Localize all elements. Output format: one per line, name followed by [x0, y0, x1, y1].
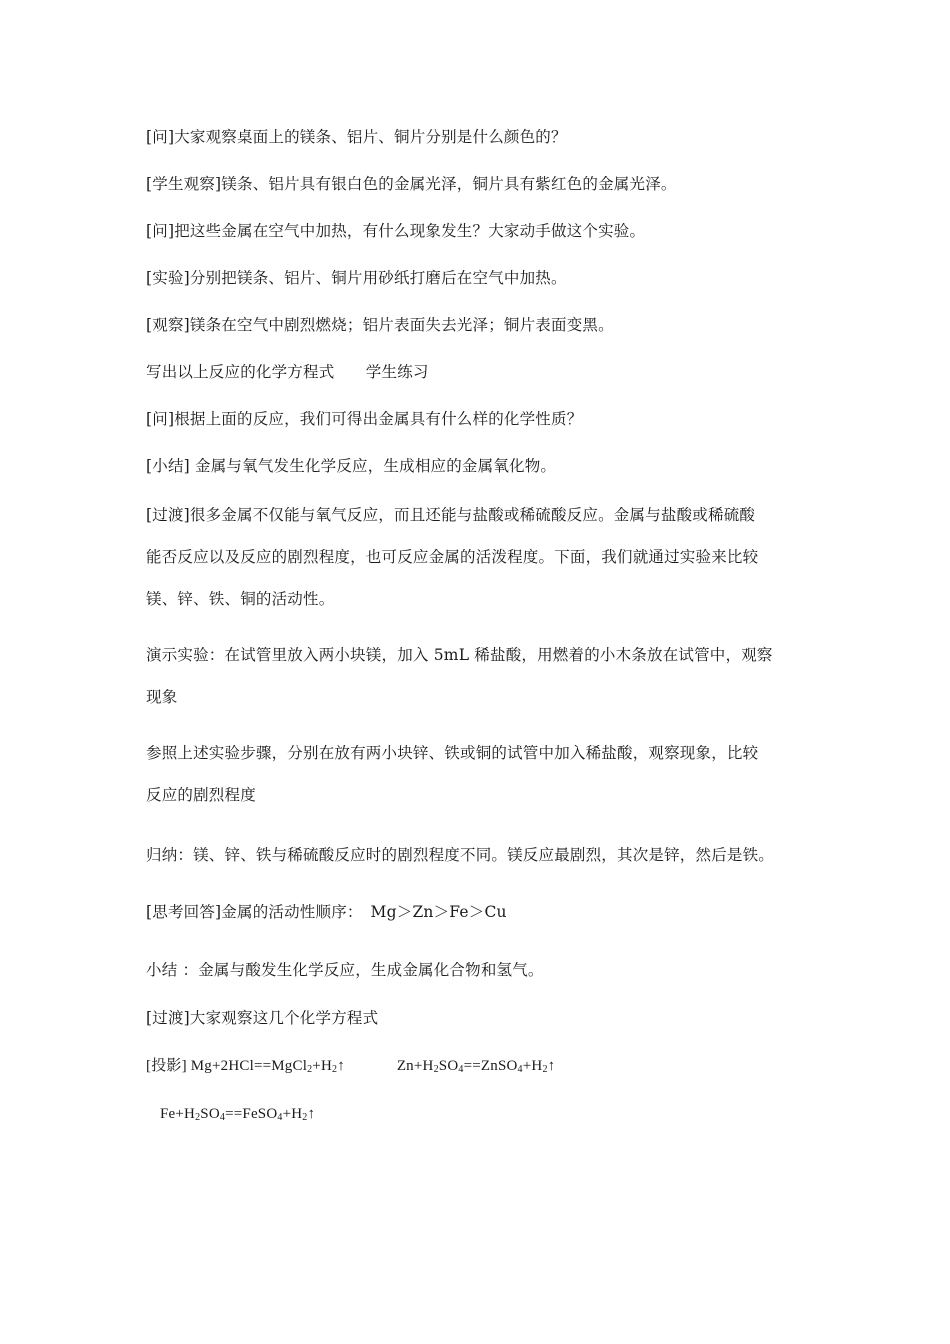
paragraph-reference-line-2: 反应的剧烈程度: [146, 786, 256, 804]
paragraph-question-heating: [问]把这些金属在空气中加热，有什么现象发生？大家动手做这个实验。: [146, 222, 646, 240]
paragraph-conclusion: 归纳：镁、锌、铁与稀硫酸反应时的剧烈程度不同。镁反应最剧烈，其次是锌，然后是铁。: [146, 846, 775, 864]
paragraph-experiment: [实验]分别把镁条、铝片、铜片用砂纸打磨后在空气中加热。: [146, 269, 567, 287]
equation-magnesium-hcl: $Mg+2HCl==MgCl_2+H_2↑$: [190, 1058, 345, 1075]
paragraph-reference-line-1: 参照上述实验步骤，分别在放有两小块锌、铁或铜的试管中加入稀盐酸，观察现象，比较: [146, 744, 759, 762]
paragraph-question-properties: [问]根据上面的反应，我们可得出金属具有什么样的化学性质？: [146, 410, 583, 428]
paragraph-activity-order: [思考回答]金属的活动性顺序： Mg＞Zn＞Fe＞Cu: [146, 903, 507, 921]
paragraph-transition-line-2: 能否反应以及反应的剧烈程度，也可反应金属的活泼程度。下面，我们就通过实验来比较: [146, 548, 759, 566]
paragraph-observation: [观察]镁条在空气中剧烈燃烧；铝片表面失去光泽；铜片表面变黑。: [146, 316, 614, 334]
paragraph-transition-line-3: 镁、锌、铁、铜的活动性。: [146, 590, 335, 608]
paragraph-transition-equations: [过渡]大家观察这几个化学方程式: [146, 1009, 379, 1027]
projection-line: [146, 1056, 816, 1076]
paragraph-question-colors: [问]大家观察桌面上的镁条、铝片、铜片分别是什么颜色的？: [146, 128, 567, 146]
paragraph-write-equations: 写出以上反应的化学方程式 学生练习: [146, 363, 429, 381]
paragraph-student-observation: [学生观察]镁条、铝片具有银白色的金属光泽，铜片具有紫红色的金属光泽。: [146, 175, 677, 193]
equation-zinc-sulfuric: $Zn+H_2SO_4==ZnSO_4+H_2↑$: [396, 1058, 556, 1075]
paragraph-summary-oxygen: [小结] 金属与氧气发生化学反应，生成相应的金属氧化物。: [146, 457, 557, 475]
paragraph-transition-line-1: [过渡]很多金属不仅能与氧气反应，而且还能与盐酸或稀硫酸反应。金属与盐酸或稀硫酸: [146, 506, 756, 524]
equation-iron-sulfuric: $Fe+H_2SO_4==FeSO_4+H_2↑$: [160, 1106, 316, 1123]
projection-label: [投影]: [146, 1058, 191, 1074]
paragraph-summary-acid: 小结 ：金属与酸发生化学反应，生成金属化合物和氢气。: [146, 961, 544, 979]
paragraph-demo-line-1: 演示实验：在试管里放入两小块镁，加入 5mL 稀盐酸，用燃着的小木条放在试管中，观察: [146, 646, 773, 664]
paragraph-demo-line-2: 现象: [146, 688, 178, 706]
